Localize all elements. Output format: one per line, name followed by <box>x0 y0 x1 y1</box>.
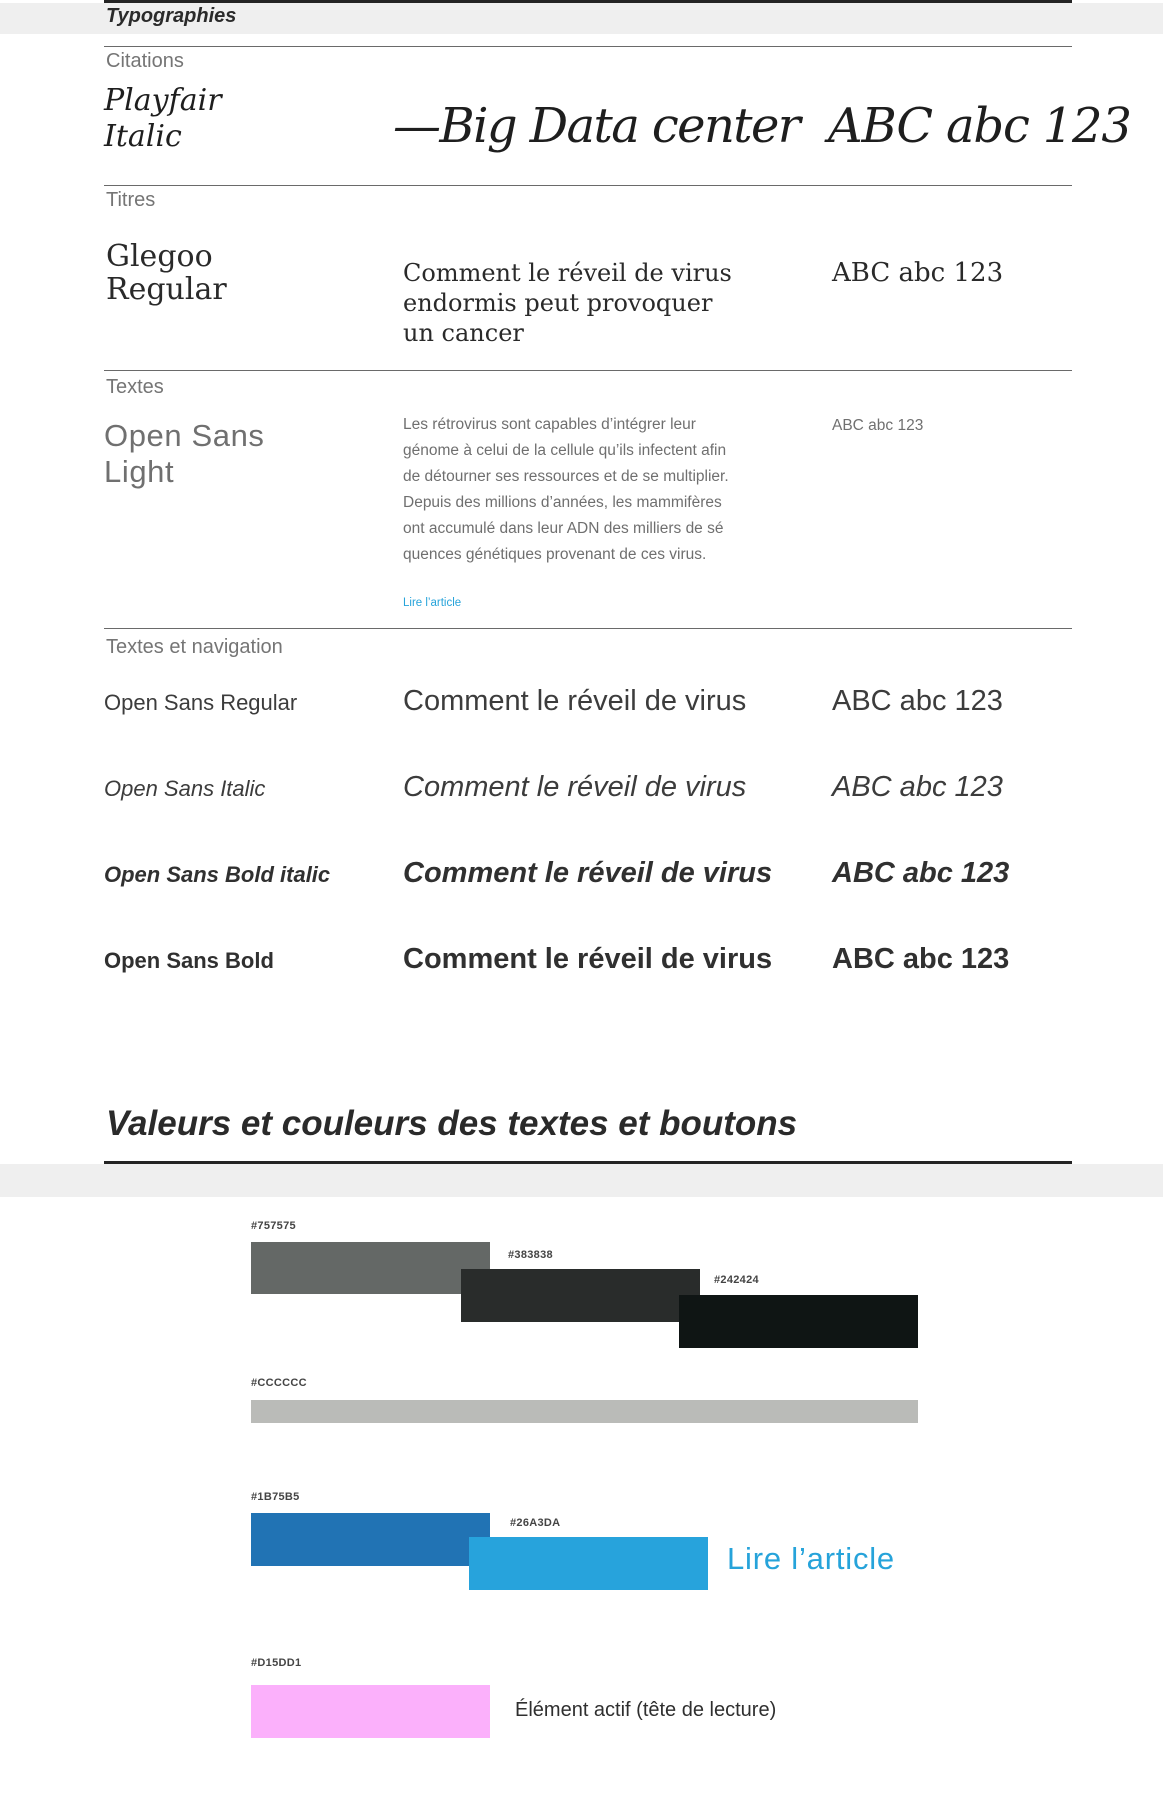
nav-glyphs-bold: ABC abc 123 <box>832 943 1010 975</box>
citations-font-name-line1: Playfair <box>104 83 222 118</box>
swatch-1b75b5 <box>251 1513 490 1566</box>
titres-font-name-line2: Regular <box>106 272 227 307</box>
textes-glyphs: ABC abc 123 <box>832 417 924 434</box>
divider <box>104 370 1072 371</box>
hex-label: #242424 <box>714 1274 759 1286</box>
nav-sample-bold: Comment le réveil de virus <box>403 943 773 975</box>
page-title: Typographies <box>106 5 237 27</box>
divider <box>104 185 1072 186</box>
section-label-navigation: Textes et navigation <box>106 636 283 658</box>
nav-sample-italic: Comment le réveil de virus <box>403 771 747 803</box>
swatch-383838 <box>461 1269 700 1322</box>
colors-band <box>0 1164 1163 1197</box>
section-label-titres: Titres <box>106 189 156 211</box>
titres-glyphs: ABC abc 123 <box>832 258 1004 288</box>
nav-font-name-bold: Open Sans Bold <box>104 948 274 973</box>
nav-font-name-regular: Open Sans Regular <box>104 690 298 715</box>
citations-font-name-line2: Italic <box>104 119 182 154</box>
textes-font-name-line1: Open Sans <box>104 418 265 453</box>
hex-label: #1B75B5 <box>251 1491 300 1503</box>
nav-glyphs-bold-italic: ABC abc 123 <box>832 857 1010 889</box>
paragraph-line: quences génétiques provenant de ces virus. <box>403 546 707 563</box>
titres-sample-line3: un cancer <box>403 319 524 347</box>
swatch-d15dd1-active <box>251 1685 490 1738</box>
titres-sample-line1: Comment le réveil de virus <box>403 259 732 287</box>
hex-label: #D15DD1 <box>251 1657 302 1669</box>
divider <box>104 46 1072 47</box>
paragraph-line: Depuis des millions d’années, les mammifères <box>403 494 722 511</box>
hex-label: #26A3DA <box>510 1517 561 1529</box>
nav-sample-bold-italic: Comment le réveil de virus <box>403 857 773 889</box>
titres-sample-line2: endormis peut provoquer <box>403 289 713 317</box>
hex-label: #757575 <box>251 1220 296 1232</box>
swatch-242424 <box>679 1295 918 1348</box>
hex-label: #CCCCCC <box>251 1377 307 1389</box>
section-label-citations: Citations <box>106 50 184 72</box>
read-article-link-small[interactable]: Lire l’article <box>403 597 462 609</box>
citations-sample: —Big Data center <box>393 98 800 154</box>
paragraph-line: Les rétrovirus sont capables d’intégrer leur <box>403 416 696 433</box>
paragraph-line: ont accumulé dans leur ADN des milliers de sé <box>403 520 724 537</box>
titres-font-name-line1: Glegoo <box>106 239 213 274</box>
nav-glyphs-regular: ABC abc 123 <box>832 685 1003 717</box>
nav-font-name-italic: Open Sans Italic <box>104 776 266 801</box>
active-element-label: Élément actif (tête de lecture) <box>515 1699 777 1721</box>
read-article-link-large[interactable]: Lire l’article <box>727 1541 895 1576</box>
textes-paragraph <box>403 412 783 568</box>
nav-sample-regular: Comment le réveil de virus <box>403 685 747 717</box>
swatch-757575 <box>251 1242 490 1294</box>
swatch-cccccc <box>251 1400 918 1423</box>
citations-glyphs: ABC abc 123 <box>828 98 1131 154</box>
colors-section-title: Valeurs et couleurs des textes et boutons <box>106 1104 798 1143</box>
nav-glyphs-italic: ABC abc 123 <box>832 771 1003 803</box>
section-label-textes: Textes <box>106 376 164 398</box>
paragraph-line: génome à celui de la cellule qu’ils infectent afin <box>403 442 727 459</box>
hex-label: #383838 <box>508 1249 553 1261</box>
textes-font-name-line2: Light <box>104 454 175 489</box>
paragraph-line: de détourner ses ressources et de se multiplier. <box>403 468 729 485</box>
nav-font-name-bold-italic: Open Sans Bold italic <box>104 862 331 887</box>
divider <box>104 628 1072 629</box>
swatch-26a3da <box>469 1537 708 1590</box>
